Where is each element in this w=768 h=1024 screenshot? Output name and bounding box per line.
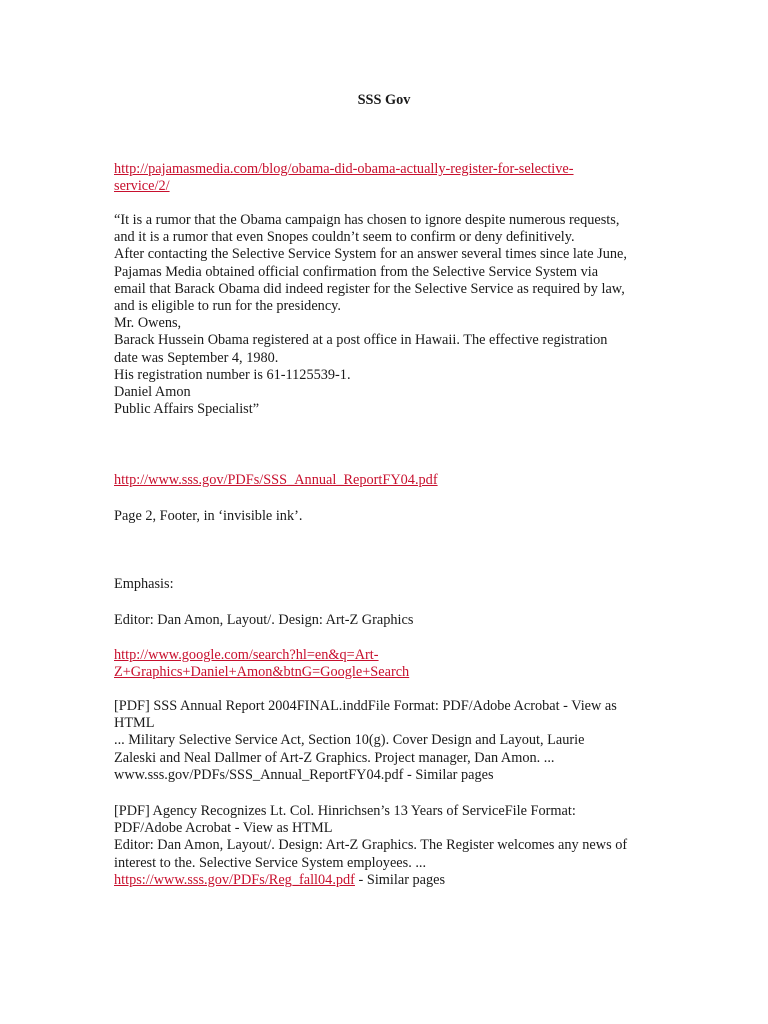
quote-line: date was September 4, 1980.: [114, 349, 279, 366]
page-note-text: Page 2, Footer, in ‘invisible ink’.: [114, 508, 303, 524]
link-pajamasmedia: [114, 161, 664, 195]
page-title: SSS Gov: [357, 92, 411, 108]
search-result-2: [114, 803, 664, 889]
quote-line: and is eligible to run for the presidency.: [114, 298, 341, 315]
link-sss-annual-report: [114, 472, 664, 489]
search-result-1-line: www.sss.gov/PDFs/SSS_Annual_ReportFY04.pdf - Similar pages: [114, 766, 494, 783]
quote-line: After contacting the Selective Service System for an answer several times since late June,: [114, 246, 627, 263]
quote-line: email that Barack Obama did indeed register for the Selective Service as required by law,: [114, 280, 625, 297]
link-pajamasmedia-line-1[interactable]: http://pajamasmedia.com/blog/obama-did-obama-actually-register-for-selective-: [114, 161, 574, 177]
quote-line: and it is a rumor that even Snopes couldn’t seem to confirm or deny definitively.: [114, 229, 575, 246]
link-sss-annual-report-url[interactable]: http://www.sss.gov/PDFs/SSS_Annual_ReportFY04.pdf: [114, 472, 438, 488]
quote-line: Public Affairs Specialist”: [114, 401, 260, 418]
link-pajamasmedia-line-2[interactable]: service/2/: [114, 178, 170, 195]
search-result-1-line: Zaleski and Neal Dallmer of Art-Z Graphics. Project manager, Dan Amon. ...: [114, 749, 555, 766]
editor-line-text: Editor: Dan Amon, Layout/. Design: Art-Z Graphics: [114, 612, 414, 628]
quote-line: His registration number is 61-1125539-1.: [114, 366, 351, 383]
emphasis-label: [114, 576, 664, 593]
search-result-1-line: HTML: [114, 715, 155, 732]
search-result-2-line: PDF/Adobe Acrobat - View as HTML: [114, 820, 333, 837]
search-result-1-line: [PDF] SSS Annual Report 2004FINAL.inddFile Format: PDF/Adobe Acrobat - View as: [114, 698, 617, 714]
page-note: [114, 508, 664, 525]
link-reg-fall04[interactable]: https://www.sss.gov/PDFs/Reg_fall04.pdf: [114, 871, 355, 888]
quote-line: Pajamas Media obtained official confirmation from the Selective Service System via: [114, 263, 599, 280]
search-result-1: [114, 698, 664, 784]
emphasis-label-text: Emphasis:: [114, 576, 174, 592]
search-result-2-line: interest to the. Selective Service System employees. ...: [114, 854, 427, 871]
quote-line: Barack Hussein Obama registered at a post office in Hawaii. The effective registration: [114, 332, 608, 349]
quote-line: “It is a rumor that the Obama campaign has chosen to ignore despite numerous requests,: [114, 212, 620, 228]
editor-line: [114, 612, 664, 629]
link-google-search-line-1[interactable]: http://www.google.com/search?hl=en&q=Art-: [114, 647, 379, 663]
similar-pages-text: - Similar pages: [354, 871, 446, 888]
quote-line: Daniel Amon: [114, 384, 191, 401]
quote-line: Mr. Owens,: [114, 315, 182, 332]
search-result-2-line: Editor: Dan Amon, Layout/. Design: Art-Z Graphics. The Register welcomes any news of: [114, 837, 628, 854]
search-result-2-line: [PDF] Agency Recognizes Lt. Col. Hinrichsen’s 13 Years of ServiceFile Format:: [114, 803, 576, 819]
link-google-search-line-2[interactable]: Z+Graphics+Daniel+Amon&btnG=Google+Search: [114, 664, 410, 681]
quote-block: [114, 212, 664, 418]
search-result-2-last-line: [114, 872, 664, 889]
link-google-search: [114, 647, 664, 681]
search-result-1-line: ... Military Selective Service Act, Section 10(g). Cover Design and Layout, Laurie: [114, 732, 585, 749]
